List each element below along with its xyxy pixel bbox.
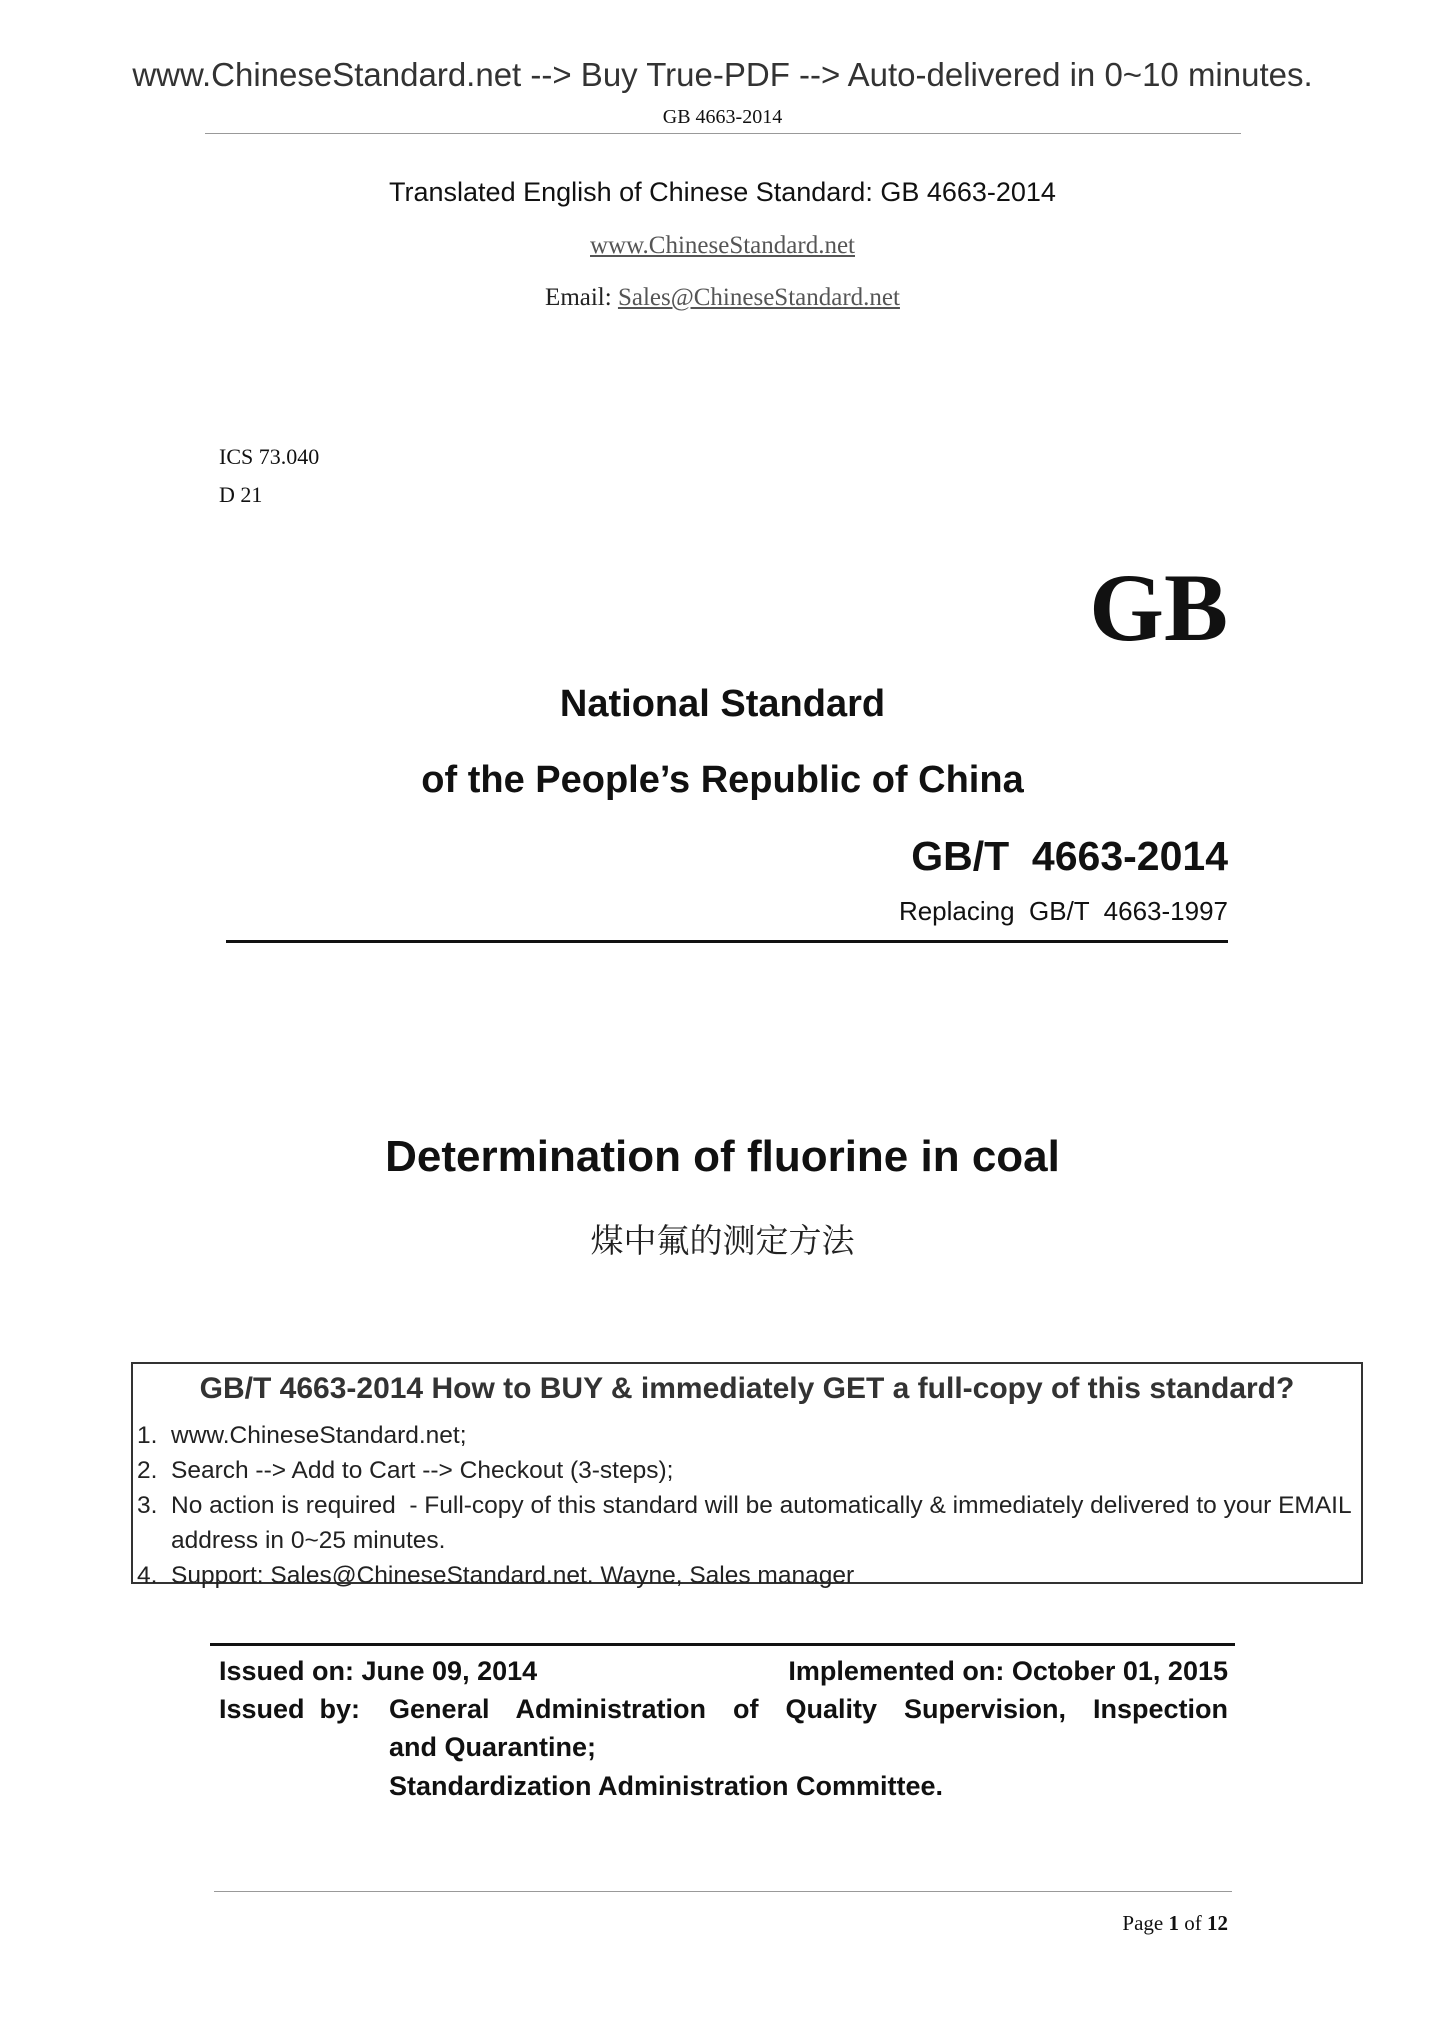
email-link[interactable]: Sales@ChineseStandard.net bbox=[617, 284, 900, 311]
list-item-text[interactable]: www.ChineseStandard.net; bbox=[171, 1422, 467, 1449]
issuer-line-2: and Quarantine; bbox=[389, 1732, 597, 1762]
buy-box-heading: GB/T 4663-2014 How to BUY & immediately GET a full-copy of this standard? bbox=[199, 1372, 1295, 1405]
standard-title-line-2: of the People’s Republic of China bbox=[421, 759, 1024, 801]
website-link[interactable]: www.ChineseStandard.net bbox=[590, 232, 855, 259]
standard-number: GB/T 4663-2014 bbox=[911, 833, 1228, 879]
page-label: Page bbox=[1122, 1911, 1164, 1935]
list-item-number: 4. bbox=[137, 1562, 158, 1589]
email-line bbox=[0, 284, 1445, 312]
list-item-number: 1. bbox=[137, 1422, 158, 1449]
translated-title: Translated English of Chinese Standard: GB 4663-2014 bbox=[389, 177, 1056, 207]
issuance-divider bbox=[210, 1643, 1235, 1646]
title-divider bbox=[226, 940, 1228, 943]
page-total: 12 bbox=[1207, 1911, 1228, 1935]
running-header: GB 4663-2014 bbox=[662, 106, 783, 128]
list-item bbox=[137, 1558, 1352, 1593]
email-label: Email: bbox=[545, 284, 612, 311]
buy-steps-list bbox=[137, 1418, 1358, 1593]
list-item bbox=[137, 1488, 1358, 1558]
issuer-line-3: Standardization Administration Committee. bbox=[389, 1771, 944, 1801]
list-item-text: Support: Sales@ChineseStandard.net. Wayne, Sales manager bbox=[171, 1562, 855, 1589]
issued-on: Issued on: June 09, 2014 bbox=[219, 1656, 538, 1686]
issued-by-label: Issued by: bbox=[219, 1694, 361, 1724]
list-item-text: No action is required - Full-copy of this standard will be automatically & immediately delivered to your EMAIL address in 0~25 minutes. bbox=[171, 1492, 1358, 1554]
classification-code: D 21 bbox=[219, 482, 263, 507]
buy-instructions-box bbox=[131, 1362, 1363, 1589]
ics-code: ICS 73.040 bbox=[219, 444, 320, 469]
replacing-standard: Replacing GB/T 4663-1997 bbox=[898, 896, 1228, 926]
page-current: 1 bbox=[1168, 1911, 1179, 1935]
issuer-line-1: General Administration of Quality Supervision, Inspection bbox=[389, 1694, 1228, 1724]
gb-mark: GB bbox=[1089, 554, 1228, 661]
list-item-number: 3. bbox=[137, 1492, 158, 1519]
standard-title-line-1: National Standard bbox=[559, 683, 886, 725]
page-number bbox=[1122, 1911, 1228, 1936]
header-divider bbox=[205, 133, 1241, 134]
list-item bbox=[137, 1453, 1352, 1488]
list-item-text: Search --> Add to Cart --> Checkout (3-steps); bbox=[171, 1457, 674, 1484]
document-title-chinese: 煤中氟的测定方法 bbox=[590, 1222, 855, 1259]
document-title: Determination of fluorine in coal bbox=[385, 1132, 1060, 1181]
footer-divider bbox=[214, 1891, 1232, 1892]
page-of: of bbox=[1184, 1911, 1202, 1935]
top-banner[interactable]: www.ChineseStandard.net --> Buy True-PDF --> Auto-delivered in 0~10 minutes. bbox=[132, 56, 1313, 93]
list-item bbox=[137, 1418, 1352, 1453]
implemented-on: Implemented on: October 01, 2015 bbox=[788, 1656, 1228, 1686]
list-item-number: 2. bbox=[137, 1457, 158, 1484]
